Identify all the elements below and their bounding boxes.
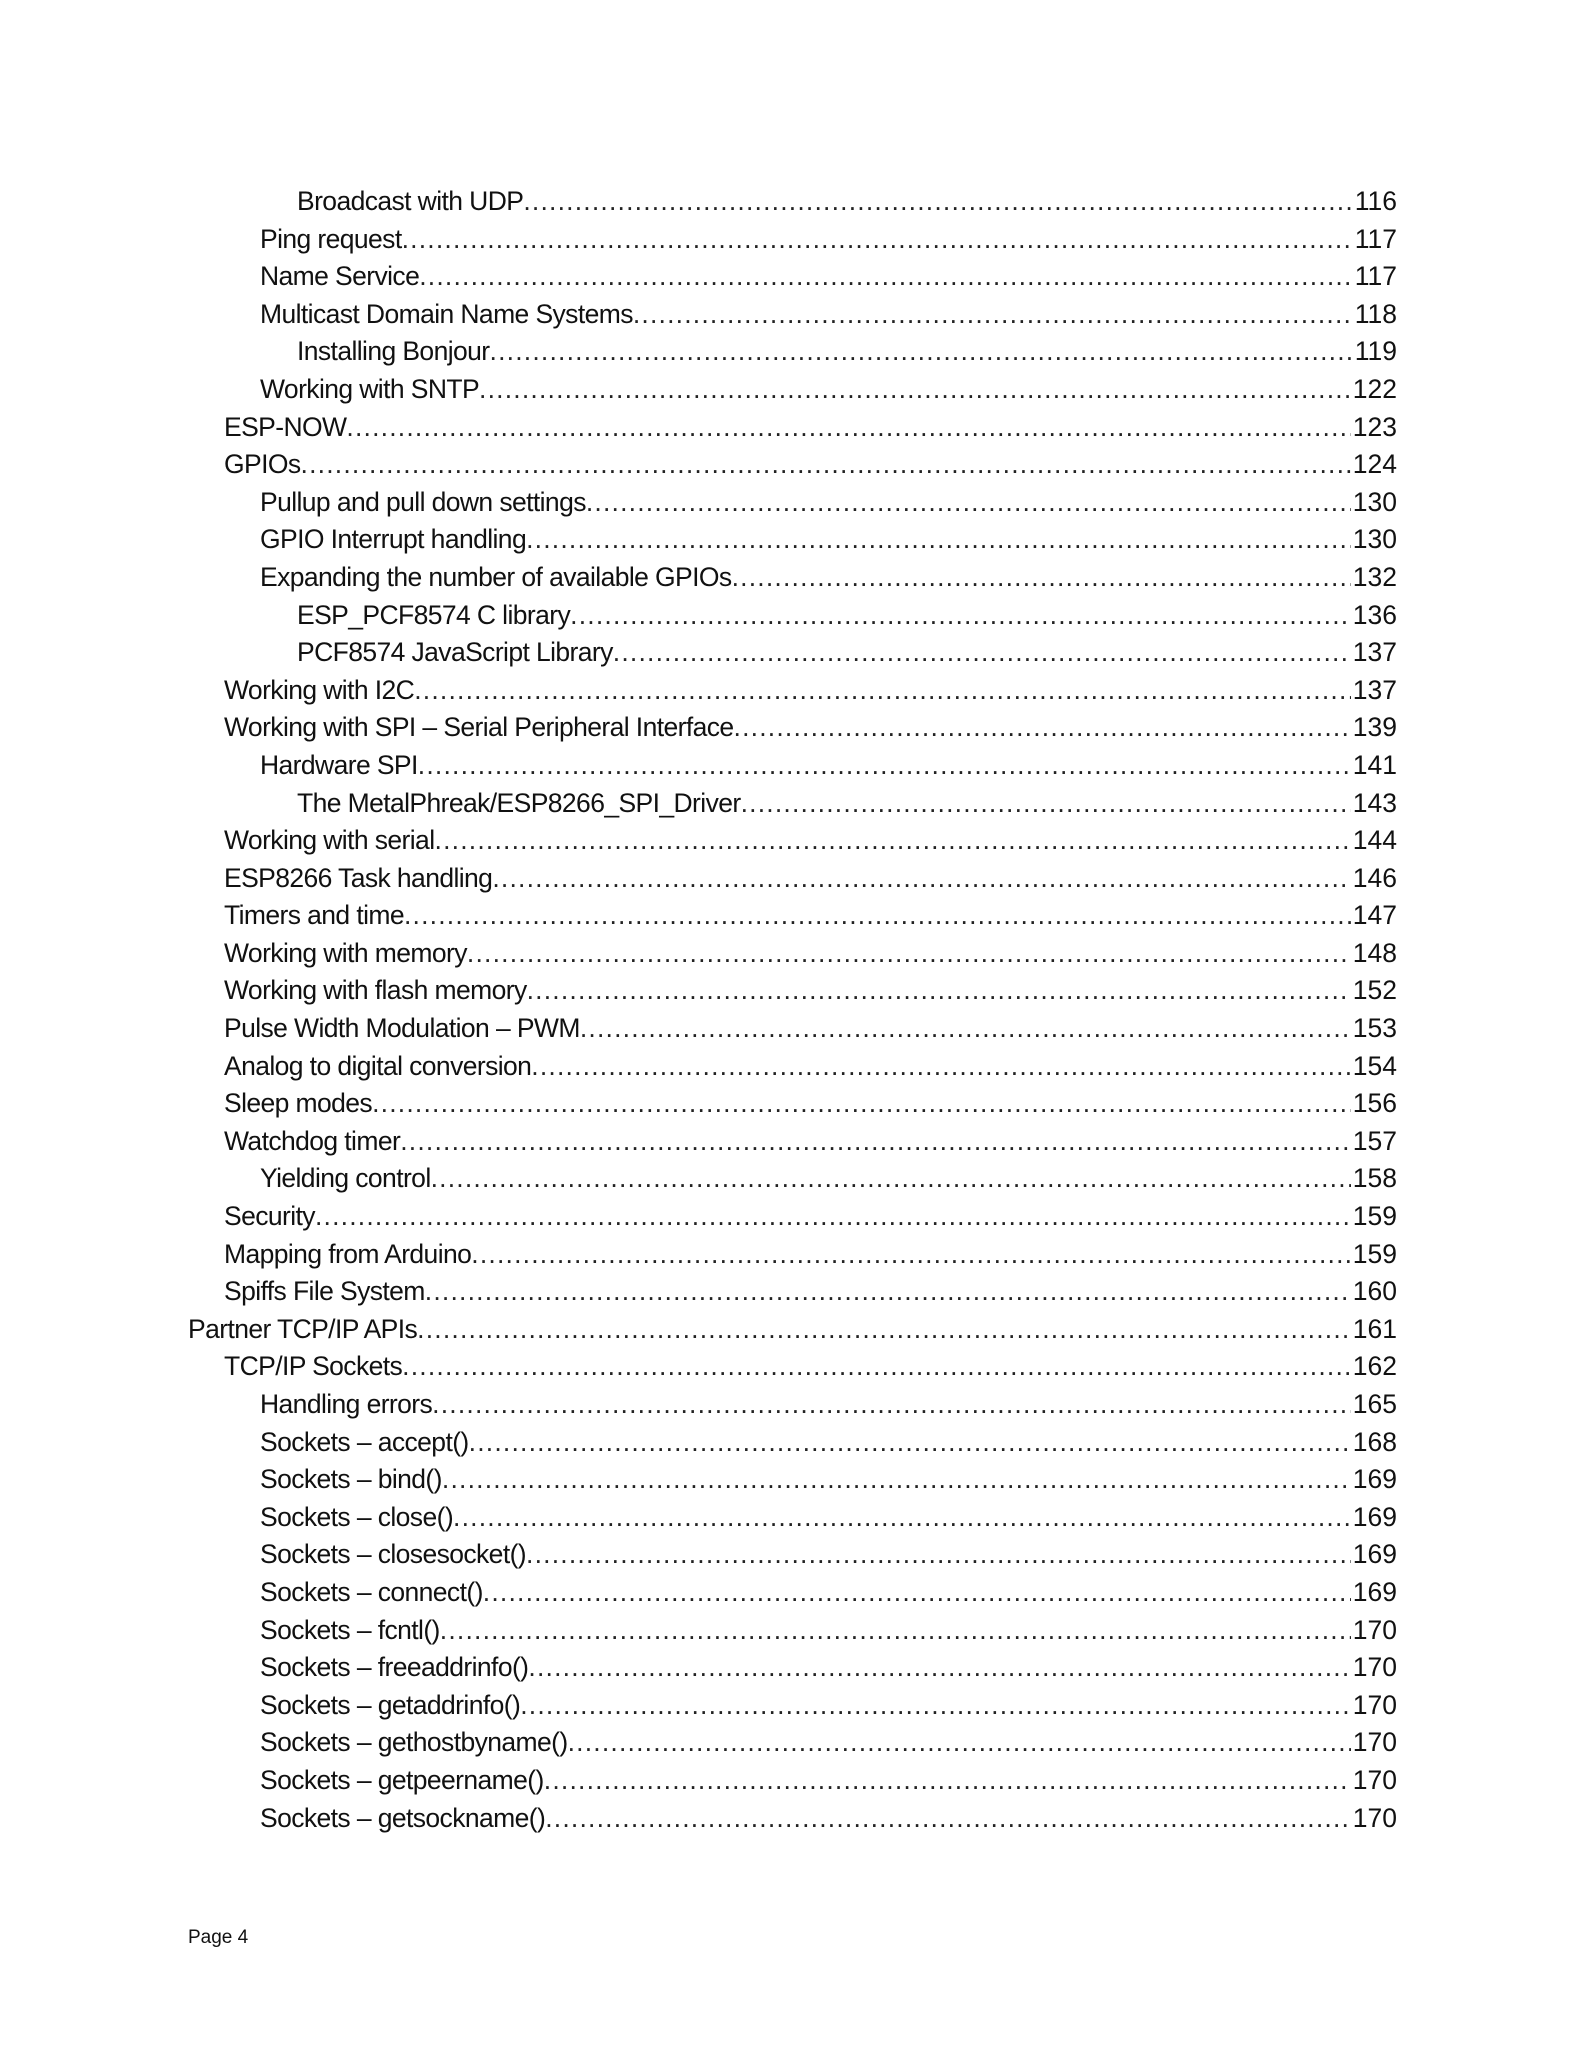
dot-leader (372, 1085, 1351, 1123)
toc-entry-page-number: 136 (1352, 599, 1397, 630)
dot-leader (431, 1160, 1351, 1198)
toc-entry-page-number: 139 (1352, 712, 1397, 743)
toc-entry-page-number: 162 (1352, 1351, 1397, 1382)
toc-entry[interactable] (0, 785, 1582, 823)
dot-leader (490, 333, 1353, 371)
dot-leader (526, 1536, 1351, 1574)
toc-entry-title: ESP_PCF8574 C library (297, 599, 571, 630)
dot-leader (544, 1762, 1351, 1800)
toc-entry[interactable] (0, 333, 1582, 371)
toc-entry[interactable] (0, 1010, 1582, 1048)
toc-entry-page-number: 152 (1352, 975, 1397, 1006)
dot-leader (523, 183, 1352, 221)
toc-entry-title: Partner TCP/IP APIs (188, 1313, 418, 1344)
toc-entry[interactable] (0, 484, 1582, 522)
toc-entry-page-number: 153 (1352, 1013, 1397, 1044)
dot-leader (453, 1499, 1351, 1537)
toc-entry[interactable] (0, 1348, 1582, 1386)
toc-entry-page-number: 144 (1352, 825, 1397, 856)
toc-entry-page-number: 130 (1352, 486, 1397, 517)
toc-entry[interactable] (0, 1687, 1582, 1725)
toc-entry-title: Handling errors (260, 1389, 433, 1419)
toc-entry[interactable] (0, 183, 1582, 221)
dot-leader (568, 1724, 1351, 1762)
toc-entry[interactable] (0, 221, 1582, 259)
toc-entry-page-number: 119 (1354, 336, 1397, 367)
toc-entry[interactable] (0, 409, 1582, 447)
toc-entry-page-number: 170 (1352, 1764, 1397, 1795)
toc-entry-title: Working with I2C (224, 674, 415, 705)
toc-entry[interactable] (0, 597, 1582, 635)
toc-entry-title: Working with serial (224, 825, 435, 856)
dot-leader (479, 371, 1351, 409)
dot-leader (435, 822, 1351, 860)
toc-entry[interactable] (0, 1461, 1582, 1499)
toc-entry-page-number: 159 (1352, 1201, 1397, 1232)
toc-entry-title: Working with flash memory (224, 975, 527, 1006)
dot-leader (442, 1461, 1351, 1499)
toc-entry[interactable] (0, 897, 1582, 935)
toc-entry[interactable] (0, 1160, 1582, 1198)
toc-entry[interactable] (0, 1762, 1582, 1800)
toc-entry[interactable] (0, 296, 1582, 334)
toc-entry[interactable] (0, 1048, 1582, 1086)
toc-entry[interactable] (0, 1536, 1582, 1574)
toc-entry[interactable] (0, 1724, 1582, 1762)
toc-entry-title: Ping request (260, 223, 402, 254)
toc-entry[interactable] (0, 1236, 1582, 1274)
dot-leader (467, 935, 1351, 973)
toc-entry[interactable] (0, 559, 1582, 597)
toc-entry-page-number: 157 (1352, 1125, 1397, 1156)
toc-entry-page-number: 116 (1354, 186, 1397, 216)
dot-leader (528, 1649, 1350, 1687)
toc-entry-page-number: 169 (1352, 1576, 1397, 1607)
toc-entry[interactable] (0, 1574, 1582, 1612)
toc-entry-title: Pulse Width Modulation – PWM (224, 1013, 580, 1044)
dot-leader (734, 709, 1351, 747)
toc-entry-title: Sockets – connect() (260, 1576, 483, 1607)
page-number-footer: Page 4 (188, 1927, 249, 1948)
dot-leader (570, 597, 1351, 635)
dot-leader (586, 484, 1351, 522)
toc-entry-page-number: 165 (1352, 1389, 1397, 1419)
toc-entry-page-number: 123 (1352, 411, 1397, 442)
dot-leader (301, 446, 1351, 484)
dot-leader (483, 1574, 1351, 1612)
toc-entry[interactable] (0, 709, 1582, 747)
toc-entry-title: Spiffs File System (224, 1276, 425, 1307)
toc-entry-title: Sockets – getsockname() (260, 1802, 546, 1833)
toc-entry-page-number: 143 (1352, 787, 1397, 818)
dot-leader (527, 972, 1351, 1010)
toc-entry-page-number: 169 (1352, 1501, 1397, 1532)
toc-entry-title: Name Service (260, 261, 420, 292)
toc-entry[interactable] (0, 935, 1582, 973)
toc-entry-title: Sockets – fcntl() (260, 1614, 440, 1645)
table-of-contents (0, 183, 1582, 1837)
dot-leader (580, 1010, 1351, 1048)
toc-entry-title: Sockets – closesocket() (260, 1539, 527, 1570)
toc-entry[interactable] (0, 1800, 1582, 1838)
toc-entry[interactable] (0, 972, 1582, 1010)
toc-entry-title: Timers and time (224, 900, 404, 931)
dot-leader (440, 1612, 1351, 1650)
toc-entry-title: Yielding control (260, 1163, 431, 1194)
dot-leader (531, 1048, 1350, 1086)
toc-entry[interactable] (0, 446, 1582, 484)
dot-leader (404, 897, 1351, 935)
toc-entry-page-number: 161 (1352, 1313, 1397, 1344)
toc-entry[interactable] (0, 1273, 1582, 1311)
toc-entry[interactable] (0, 860, 1582, 898)
dot-leader (400, 1123, 1351, 1161)
toc-entry[interactable] (0, 1386, 1582, 1424)
toc-entry-page-number: 156 (1352, 1088, 1397, 1119)
toc-entry-page-number: 122 (1352, 373, 1397, 404)
toc-entry-page-number: 169 (1352, 1539, 1397, 1570)
dot-leader (402, 221, 1353, 259)
toc-entry-page-number: 170 (1352, 1802, 1397, 1833)
toc-entry-page-number: 148 (1352, 937, 1397, 968)
toc-entry-title: Sleep modes (224, 1088, 373, 1119)
toc-entry-title: Working with memory (224, 937, 467, 968)
toc-entry-title: Working with SNTP (260, 373, 480, 404)
toc-entry-page-number: 137 (1352, 674, 1397, 705)
toc-entry-page-number: 169 (1352, 1464, 1397, 1495)
toc-entry-page-number: 170 (1352, 1689, 1397, 1720)
dot-leader (741, 785, 1351, 823)
toc-entry-title: GPIO Interrupt handling (260, 524, 527, 555)
dot-leader (418, 747, 1351, 785)
toc-entry-title: Security (224, 1201, 315, 1232)
toc-entry-title: ESP8266 Task handling (224, 862, 493, 893)
toc-entry-page-number: 117 (1354, 223, 1397, 254)
toc-entry-title: Sockets – freeaddrinfo() (260, 1652, 529, 1683)
toc-entry-title: The MetalPhreak/ESP8266_SPI_Driver (297, 787, 741, 818)
toc-entry-page-number: 159 (1352, 1238, 1397, 1269)
toc-entry-title: Sockets – gethostbyname() (260, 1727, 568, 1758)
toc-entry[interactable] (0, 634, 1582, 672)
toc-entry-page-number: 158 (1352, 1163, 1397, 1194)
toc-entry-title: Sockets – accept() (260, 1426, 469, 1457)
dot-leader (425, 1273, 1351, 1311)
toc-entry[interactable] (0, 258, 1582, 296)
toc-entry-page-number: 137 (1352, 637, 1397, 668)
toc-entry-title: ESP-NOW (224, 411, 347, 442)
toc-entry[interactable] (0, 521, 1582, 559)
toc-entry[interactable] (0, 1612, 1582, 1650)
toc-entry-title: GPIOs (224, 449, 301, 480)
toc-entry-page-number: 154 (1352, 1050, 1397, 1081)
toc-entry-page-number: 118 (1354, 298, 1397, 329)
toc-entry[interactable] (0, 672, 1582, 710)
toc-entry[interactable] (0, 371, 1582, 409)
dot-leader (346, 409, 1350, 447)
toc-entry-title: Hardware SPI (260, 749, 418, 780)
toc-entry-page-number: 117 (1354, 261, 1397, 292)
dot-leader (633, 296, 1353, 334)
toc-entry-title: Pullup and pull down settings (260, 486, 586, 517)
toc-entry-title: Expanding the number of available GPIOs (260, 561, 732, 592)
dot-leader (419, 258, 1353, 296)
toc-entry[interactable] (0, 822, 1582, 860)
toc-entry-title: Analog to digital conversion (224, 1050, 532, 1081)
toc-entry[interactable] (0, 1649, 1582, 1687)
toc-entry-title: Watchdog timer (224, 1125, 401, 1156)
toc-entry[interactable] (0, 1311, 1582, 1349)
toc-entry[interactable] (0, 1198, 1582, 1236)
toc-entry-title: Sockets – getaddrinfo() (260, 1689, 521, 1720)
toc-entry[interactable] (0, 747, 1582, 785)
toc-entry-title: PCF8574 JavaScript Library (297, 637, 613, 668)
toc-entry-page-number: 124 (1352, 449, 1397, 480)
dot-leader (471, 1236, 1351, 1274)
dot-leader (526, 521, 1351, 559)
toc-entry-page-number: 170 (1352, 1652, 1397, 1683)
toc-entry-page-number: 160 (1352, 1276, 1397, 1307)
dot-leader (414, 672, 1351, 710)
toc-entry-page-number: 141 (1352, 749, 1397, 780)
toc-entry-title: TCP/IP Sockets (224, 1351, 403, 1382)
dot-leader (732, 559, 1351, 597)
dot-leader (545, 1800, 1351, 1838)
toc-entry[interactable] (0, 1499, 1582, 1537)
dot-leader (520, 1687, 1351, 1725)
toc-entry-page-number: 170 (1352, 1614, 1397, 1645)
toc-entry-title: Multicast Domain Name Systems (260, 298, 633, 329)
dot-leader (613, 634, 1351, 672)
toc-entry-page-number: 146 (1352, 862, 1397, 893)
dot-leader (402, 1348, 1351, 1386)
toc-entry-page-number: 170 (1352, 1727, 1397, 1758)
toc-entry[interactable] (0, 1085, 1582, 1123)
dot-leader (492, 860, 1350, 898)
dot-leader (432, 1386, 1351, 1424)
toc-entry-title: Sockets – bind() (260, 1464, 442, 1495)
toc-entry-title: Sockets – close() (260, 1501, 454, 1532)
toc-entry-page-number: 130 (1352, 524, 1397, 555)
toc-entry-page-number: 168 (1352, 1426, 1397, 1457)
dot-leader (315, 1198, 1351, 1236)
toc-entry[interactable] (0, 1424, 1582, 1462)
toc-entry-page-number: 132 (1352, 561, 1397, 592)
toc-entry-title: Installing Bonjour (297, 336, 490, 367)
toc-entry-title: Broadcast with UDP (297, 186, 524, 216)
dot-leader (417, 1311, 1351, 1349)
toc-entry-title: Mapping from Arduino (224, 1238, 472, 1269)
toc-entry[interactable] (0, 1123, 1582, 1161)
toc-entry-title: Sockets – getpeername() (260, 1764, 544, 1795)
dot-leader (469, 1424, 1351, 1462)
toc-entry-page-number: 147 (1352, 900, 1397, 931)
toc-entry-title: Working with SPI – Serial Peripheral Interface (224, 712, 734, 743)
